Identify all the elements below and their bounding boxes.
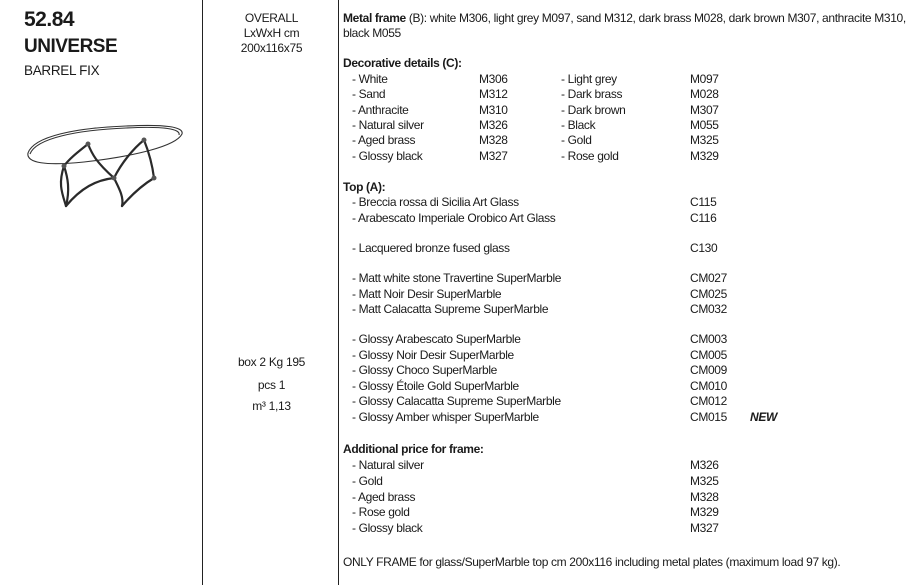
additional-label: - Natural silver <box>352 458 424 472</box>
decorative-left-code: M310 <box>479 102 508 117</box>
metal-frame-text: (B): white M306, light grey M097, sand M312, dark brass M028, dark brown M307, anthracite M310, <box>405 11 906 25</box>
top-finish-code: CM027 <box>690 271 727 285</box>
top-finish-label: - Glossy Calacatta Supreme SuperMarble <box>352 394 561 408</box>
top-finish-code: CM009 <box>690 363 727 377</box>
decorative-left-label: - White <box>352 72 388 86</box>
additional-code: M329 <box>690 505 719 520</box>
decorative-left-label: - Anthracite <box>352 102 409 117</box>
additional-code: M327 <box>690 521 719 536</box>
additional-code: M325 <box>690 473 719 488</box>
top-finish-code: CM015 <box>690 409 727 424</box>
top-finish-label: - Glossy Arabescato SuperMarble <box>352 332 521 346</box>
metal-frame-line2: black M055 <box>343 26 401 40</box>
additional-label: - Aged brass <box>352 489 416 504</box>
product-code: 52.84 <box>24 8 75 31</box>
decorative-right-label: - Light grey <box>561 72 617 86</box>
decorative-left-code: M327 <box>479 148 508 163</box>
column-divider-right <box>338 0 339 585</box>
table-illustration <box>26 118 186 213</box>
top-finish-label: - Glossy Étoile Gold SuperMarble <box>352 378 519 393</box>
dimensions-label: OVERALL <box>244 11 299 25</box>
additional-code: M326 <box>690 458 719 472</box>
decorative-right-code: M329 <box>690 148 719 163</box>
decorative-left-label: - Sand <box>352 87 386 102</box>
dimensions-units: LxWxH cm <box>243 26 300 40</box>
dimensions-value: 200x116x75 <box>240 41 303 55</box>
packaging-volume: m³ 1,13 <box>252 399 291 413</box>
metal-frame-line1 <box>343 11 906 25</box>
top-finish-label: - Matt white stone Travertine SuperMarble <box>352 271 562 285</box>
top-finish-label: - Lacquered bronze fused glass <box>352 241 510 255</box>
decorative-right-code: M055 <box>690 117 719 132</box>
decorative-right-label: - Black <box>561 117 596 132</box>
additional-label: - Rose gold <box>352 505 410 520</box>
decorative-left-label: - Aged brass <box>352 133 416 148</box>
decorative-right-label: - Gold <box>561 133 592 148</box>
footnote: ONLY FRAME for glass/SuperMarble top cm 200x116 including metal plates (maximum load 97 kg). <box>343 555 841 569</box>
top-finish-code: CM012 <box>690 394 727 408</box>
decorative-right-code: M307 <box>690 102 719 117</box>
decorative-left-code: M312 <box>479 87 508 102</box>
metal-frame-heading: Metal frame <box>343 11 406 25</box>
decorative-left-label: - Glossy black <box>352 148 423 163</box>
top-finish-code: C116 <box>690 210 717 225</box>
new-badge: NEW <box>750 409 777 424</box>
decorative-left-code: M326 <box>479 117 508 132</box>
decorative-left-label: - Natural silver <box>352 117 424 132</box>
decorative-right-code: M028 <box>690 87 719 102</box>
decorative-heading: Decorative details (C): <box>343 56 462 70</box>
decorative-right-code: M097 <box>690 72 719 86</box>
decorative-right-code: M325 <box>690 133 719 148</box>
top-finish-label: - Glossy Choco SuperMarble <box>352 363 497 377</box>
top-finish-code: CM010 <box>690 378 727 393</box>
top-finish-code: CM005 <box>690 347 727 362</box>
top-finish-label: - Matt Calacatta Supreme SuperMarble <box>352 302 549 316</box>
additional-label: - Gold <box>352 473 383 488</box>
top-finish-code: CM025 <box>690 286 727 301</box>
top-finish-code: CM032 <box>690 302 727 316</box>
top-finish-code: C115 <box>690 195 717 209</box>
decorative-right-label: - Rose gold <box>561 148 619 163</box>
decorative-right-label: - Dark brown <box>561 102 626 117</box>
decorative-right-label: - Dark brass <box>561 87 623 102</box>
packaging-box: box 2 Kg 195 <box>237 355 306 369</box>
product-name: UNIVERSE <box>24 36 118 57</box>
top-finish-label: - Glossy Amber whisper SuperMarble <box>352 409 539 424</box>
additional-label: - Glossy black <box>352 521 423 536</box>
top-finish-code: C130 <box>690 241 718 255</box>
decorative-left-code: M306 <box>479 72 508 86</box>
top-finish-label: - Breccia rossa di Sicilia Art Glass <box>352 195 519 209</box>
top-finish-code: CM003 <box>690 332 727 346</box>
column-divider-left <box>202 0 203 585</box>
top-finish-label: - Arabescato Imperiale Orobico Art Glass <box>352 210 556 225</box>
product-variant: BARREL FIX <box>24 63 100 78</box>
decorative-left-code: M328 <box>479 133 508 148</box>
top-finish-label: - Matt Noir Desir SuperMarble <box>352 286 502 301</box>
additional-heading: Additional price for frame: <box>343 442 484 456</box>
top-heading: Top (A): <box>343 180 386 194</box>
packaging-pieces: pcs 1 <box>257 378 286 392</box>
top-finish-label: - Glossy Noir Desir SuperMarble <box>352 347 514 362</box>
additional-code: M328 <box>690 489 719 504</box>
